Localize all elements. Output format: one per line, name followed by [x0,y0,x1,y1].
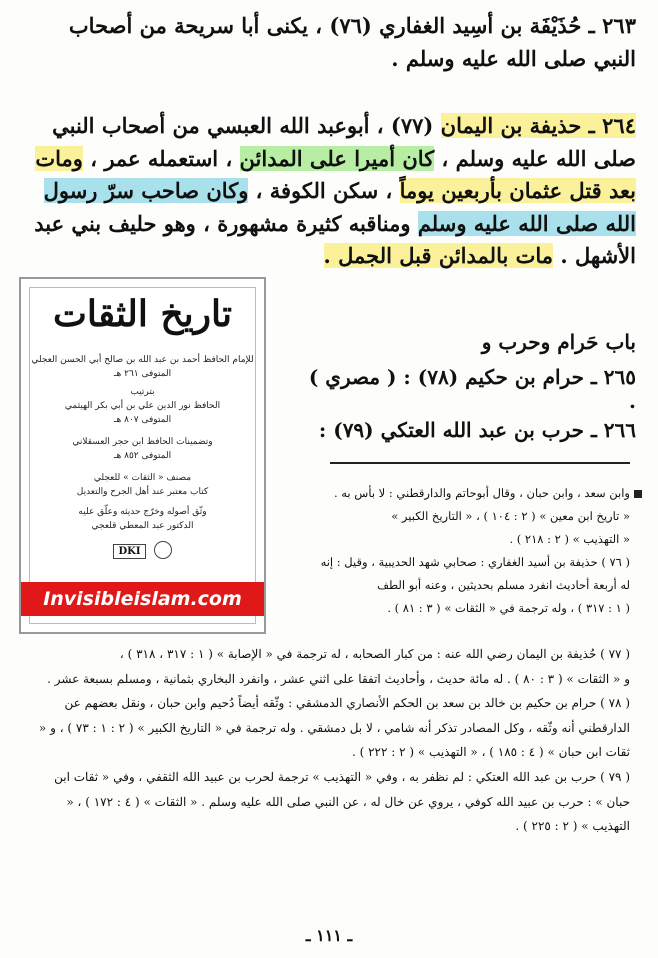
cover-additions-date: المتوفى ٨٥٢ هـ [113,451,172,461]
entry-264-number: ٢٦٤ [602,113,636,138]
entry-264-part1: (٧٧) ، أبوعبد الله العبسي من أصحاب النبي صلى الله عليه وسلم ، [52,113,636,171]
cover-arranger: الحافظ نور الدين علي بن أبي بكر الهيثمي [64,401,221,411]
cover-note: مصنف « الثقات » للعجلي [93,473,192,483]
cover-arranged: بترتيب [130,387,155,397]
publisher-seal-icon [154,541,172,559]
cover-additions: وتضمينات الحافظ ابن حجر العسقلاني [72,437,213,447]
footnote-divider [330,462,630,464]
footnote-line: ( ٧٦ ) حذيفة بن أسيد الغفاري : صحابي شهد الحديبية ، وقيل : إنه [320,555,630,569]
footnote-77-cont: و « الثقات » ( ٣ : ٨٠ ) . له مائة حديث ، وأحاديث اتفقا على اثني عشر ، وانفرد البخاري بثمانية ، ومسلم بسبعة عشر . [47,671,630,686]
highlight-amir: كان أميرا على المدائن [239,145,435,171]
entry-264-part4: ومناقبه كثيرة مشهورة ، وهو حليف بني عبد الأشهل . [34,210,636,269]
footnotes-bottom [30,642,630,839]
entry-263-text: ـ حُذَيْفَة بن أسِيد الغفاري (٧٦) ، يكنى أبا سريحة من أصحاب النبي صلى الله عليه وسلم . [68,13,636,71]
entry-264-name: ـ حذيفة بن اليمان [440,113,595,138]
page-number: ـ ١١١ ـ [305,926,353,945]
highlight-died: مات بالمدائن قبل الجمل . [323,243,554,269]
cover-note-2: كتاب معتبر عند أهل الجرح والتعديل [76,487,209,497]
footnote-77: ( ٧٧ ) حُذيفة بن اليمان رضي الله عنه : من كبار الصحابه ، له ترجمة في « الإصابة » ( ١ : ٣١٧ ، ٣١٨ ) ، [119,647,630,661]
entry-264 [22,110,636,273]
footnotes-top [285,482,630,620]
cover-arranger-date: المتوفى ٨٠٧ هـ [113,415,172,425]
entry-263 [22,10,636,75]
footnote-line: « التهذيب » ( ٢ : ٢١٨ ) . [509,532,630,546]
publisher-logo-text: DKI [113,544,145,559]
book-cover-image [19,277,266,634]
footnote-line: ( ١ : ٣١٧ ) ، وله ترجمة في « الثقات » ( ٣ : ٨١ ) . [387,601,630,615]
highlight-secret: وكان صاحب سرّ رسول الله صلى الله عليه وسلم [43,178,636,236]
watermark-banner: Invisibleislam.com [21,582,264,616]
entry-264-heading [441,113,636,138]
publisher-logo [21,541,264,559]
footnote-line: « تاريخ ابن معين » ( ٢ : ١٠٤ ) ، « التاريخ الكبير » [391,509,630,523]
entry-264-part3: ، سكن الكوفة ، [255,178,393,204]
footnote-78: ( ٧٨ ) حرام بن حكيم بن خالد بن سعد بن الحكم الأنصاري الدمشقي : وثّقه أيضاً دُحيم وابن حبان ، ونقل بعضهم عن الدارقطني أنه وثّقه ، وكل المصادر تذكر أنه شامي ، لا بل دمشقي . وله ترجمة في « التاريخ الكبير » ( ٢ : ١ : ٧٣ ) ، و « ثقات ابن حبان » ( ٤ : ١٨٥ ) ، « التهذيب » ( ٢ : ٢٢٢ ) . [38,696,630,760]
cover-editor: الدكتور عبد المعطي قلعجي [91,521,194,531]
cover-author: للإمام الحافظ أحمد بن عبد الله بن صالح أبي الحسن العجلي [31,355,254,365]
cover-author-date: المتوفى ٢٦١ هـ [113,369,172,379]
cover-editor-note: وثّق أصوله وخرّج حديثه وعلّق عليه [78,507,207,517]
entry-265: ٢٦٥ ـ حرام بن حكيم (٧٨) : ( مصري ) . [308,365,636,413]
cover-title: تاريخ الثقات [52,293,233,335]
footnote-line: وابن سعد ، وابن حبان ، وقال أبوحاتم والدارقطني : لا بأس به . [333,486,630,500]
chapter-heading: باب حَرام وحرب و [481,330,636,354]
entry-266: ٢٦٦ ـ حرب بن عبد الله العتكي (٧٩) : [318,418,636,442]
footnote-line: له أربعة أحاديث انفرد مسلم بحديثين ، وعنه أبو الطف [377,578,630,592]
highlight-death: ومات بعد قتل عثمان بأربعين يوماً [35,145,636,204]
entry-263-number: ٢٦٣ [602,13,636,38]
footnote-79: ( ٧٩ ) حرب بن عبد الله العتكي : لم نظفر به ، وفي « التهذيب » ترجمة لحرب بن عبيد الله الثقفي ، وفي « ثقات ابن حبان » : حرب بن عبيد الله كوفي ، يروي عن خال له ، عن النبي صلى الله عليه وسلم . « الثقات » ( ٤ : ١٧٢ ) ، « التهذيب » ( ٢ : ٢٢٥ ) . [54,769,630,834]
bullet-mark [634,490,642,498]
entry-264-part2: ، استعمله عمر ، [90,145,233,171]
